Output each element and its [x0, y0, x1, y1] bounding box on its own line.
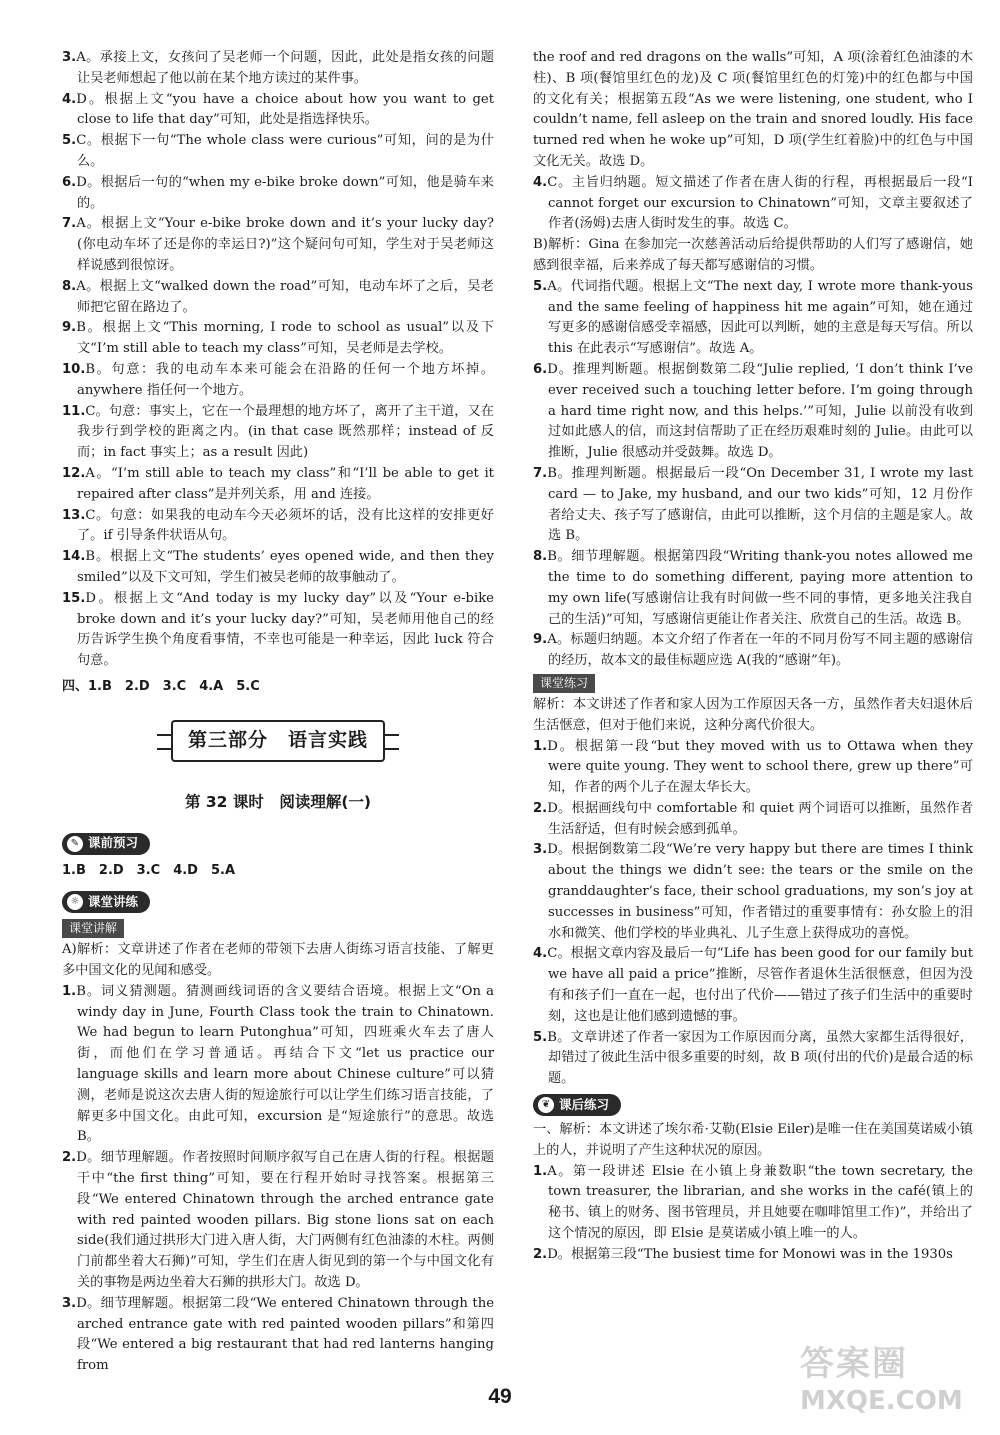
answer-item [533, 799, 973, 841]
badge-class [62, 891, 150, 913]
answer-item [62, 506, 494, 548]
item-text: D。推理判断题。根据倒数第二段“Julie replied, ‘I don’t think I’ve ever received such a touching letter before. I’m going through a hard time right now, and this helps.’”可知，Julie 以前没有收到过如此感人的信，而这封信帮助了正在经历艰难时刻的 Julie。由此可以推断，Julie 很感动并受鼓舞。故选 D。 [547, 361, 973, 461]
item-text: B。文章讲述了作者一家因为工作原因而分离，虽然大家都生活得很好，却错过了彼此生活中很多重要的时刻，故 B 项(付出的代价)是最合适的标题。 [547, 1029, 973, 1087]
item-number: 1. [62, 983, 77, 999]
page-number: 49 [488, 1385, 512, 1408]
answer-item [533, 944, 973, 1027]
answer-item [62, 1294, 494, 1377]
answer-item [533, 737, 973, 799]
item-number: 4. [62, 91, 77, 107]
answer-item [62, 464, 494, 506]
answer-item [62, 318, 494, 360]
item-text: A。根据上文“walked down the road”可知，电动车坏了之后，吴老师把它留在路边了。 [76, 278, 494, 315]
item-text: B。根据上文“The students’ eyes opened wide, and then they smiled”以及下文可知，学生们被吴老师的故事触动了。 [77, 549, 494, 585]
right-items-after [533, 1162, 973, 1266]
answer-item [533, 1245, 973, 1266]
item-text: D。根据上文“you have a choice about how you want to get close to life that day”可知，此处是指选择快乐。 [76, 91, 494, 128]
item-number: 6. [62, 174, 77, 190]
item-number: 3. [533, 842, 548, 858]
item-number: 1. [533, 1163, 548, 1179]
item-text: the roof and red dragons on the walls”可知，A 项(涂着红色油漆的木柱)、B 项(餐馆里红色的龙)及 C 项(餐馆里红色的灯笼)中的红色都与中国的文化有关；根据第五段“As we were listening, one student, who I couldn’t name, fell asleep on the train and snored loudly. His face turned red when he woke up”可知，D 项(学生红着脸)中的红色与中国文化无关。故选 D。 [533, 50, 973, 169]
badge-preview-label: 课前预习 [88, 835, 139, 851]
answer-item [62, 402, 494, 464]
intro-a: A)解析：文章讲述了作者在老师的带领下去唐人街练习语言技能、了解更多中国文化的见闻和感受。 [62, 942, 494, 979]
answer-item [533, 547, 973, 630]
lesson-title: 第 32 课时 阅读理解(一) [184, 792, 372, 811]
item-number: 8. [533, 549, 548, 565]
item-text: A。代词指代题。根据上文“The next day, I wrote more thank-yous and the same feeling of happiness hit me again”可知，她在通过写更多的感谢信感受幸福感，因此可以判断，她的主意是每天写信。所以 this 在此表示“写感谢信”。故选 A。 [547, 278, 973, 357]
right-items-practice [533, 737, 973, 1091]
item-text: D。根据画线句中 comfortable 和 quiet 两个词语可以推断，虽然作者生活舒适，但有时候会感到孤单。 [547, 800, 973, 837]
item-number: 3. [62, 1295, 77, 1311]
item-text: D。细节理解题。作者按照时间顺序叙写自己在唐人街的行程。根据题干中“the first thing”可知，要在行程开始时寻找答案。根据第三段“We entered Chinatown through the arched entrance gate with red painted wooden pillars. Big stone lions sat on each side(我们通过拱形大门进入唐人街，大门两侧有红色油漆的木柱。两侧门前都坐着大石狮)”可知，学生们在唐人街见到的第一个与中国文化有关的事物是两边坐着大石狮的拱形大门。故选 D。 [76, 1150, 494, 1291]
item-number: 3. [62, 50, 77, 65]
item-text: B。根据上文“This morning, I rode to school as usual”以及下文“I’m still able to teach my class”可知，吴老师是去学校。 [76, 320, 494, 357]
item-number: 14. [62, 549, 86, 565]
answer-item [533, 1162, 973, 1245]
item-number: 2. [533, 1246, 548, 1262]
answer-item [62, 982, 494, 1148]
item-number: 4. [533, 946, 548, 962]
item-text: D。细节理解题。根据第二段“We entered Chinatown through the arched entrance gate with red painted wooden pillars”和第四段“We entered a big restaurant that had red lanterns hanging from [76, 1295, 494, 1374]
intro-d: 一、解析：本文讲述了埃尔希·艾勒(Elsie Eiler)是唯一住在美国莫诺威小镇上的人，并说明了产生这种状况的原因。 [533, 1122, 973, 1158]
answer-item [533, 630, 973, 672]
left-items-top [62, 48, 494, 672]
answer-item [62, 589, 494, 672]
answer-item [62, 131, 494, 173]
answer-item [62, 214, 494, 276]
answer-item [62, 360, 494, 402]
item-text: A。“I’m still able to teach my class”和“I’ll be able to get it repaired after class”是并列关系，用 and 连接。 [77, 465, 494, 502]
item-text: D。根据上文“And today is my lucky day”以及“Your e-bike broke down and it’s your lucky day?”可知，吴老师用他自己的经历告诉学生换个角度看事情，不幸也可能是一种幸运，因此 luck 符合句意。 [77, 590, 494, 669]
watermark-logo [800, 1343, 980, 1429]
item-number: 2. [533, 800, 548, 816]
watermark-top: 答案圈 [800, 1344, 908, 1384]
item-text: D。根据后一句的“when my e-bike broke down”可知，他是骑车来的。 [76, 174, 494, 211]
item-text: D。根据倒数第二段“We’re very happy but there are times I think about the things we didn’t see: the tears or the smile on the granddaughter’s face, their school graduations, my son’s joy at successes in business”可知，作者错过的重要事情有：孙女脸上的泪水和微笑、他们学校的毕业典礼、儿子生意上获得成功的喜悦。 [547, 842, 973, 941]
item-text: A。承接上文，女孩问了吴老师一个问题，因此，此处是指女孩的问题让吴老师想起了他以前在某个地方读过的某件事。 [76, 50, 494, 86]
item-number: 13. [62, 507, 86, 523]
item-number: 5. [62, 133, 77, 149]
item-text: A。根据上文“Your e-bike broke down and it’s your lucky day?(你电动车坏了还是你的幸运日?)”这个疑问句可知，学生对于吴老师这样说感到很惊讶。 [76, 216, 494, 273]
badge-after-label: 课后练习 [559, 1096, 610, 1112]
answer-item [533, 277, 973, 360]
item-number: 1. [533, 738, 548, 754]
answer-item [62, 48, 494, 90]
item-number: 6. [533, 361, 548, 377]
answer-item [533, 464, 973, 547]
item-text: A。第一段讲述 Elsie 在小镇上身兼数职“the town secretary, the town treasurer, the librarian, and she works in the café(镇上的秘书、镇上的财务、图书管理员，并且她要在咖啡馆里工作)”，并给出了这个情况的原因，即 Elsie 是莫诺威小镇上唯一的人。 [547, 1163, 973, 1242]
badge-preview [62, 833, 150, 855]
item-text: B。细节理解题。根据第四段“Writing thank-you notes allowed me the time to do something different, paying more attention to my own life(写感谢信让我有时间做一些不同的事情，更多地关注我自己的生活)”可知，写感谢信更能让作者关注、欣赏自己的生活。故选 B。 [547, 549, 973, 627]
answer-item [62, 277, 494, 319]
item-number: 5. [533, 1029, 548, 1045]
right-items-top [533, 48, 973, 235]
sub-badge-explain: 课堂讲解 [62, 919, 124, 938]
item-text: D。根据第三段“The busiest time for Monowi was in the 1930s [547, 1246, 953, 1262]
item-text: C。根据文章内容及最后一句“Life has been good for our family but we have all paid a price”推断，尽管作者退休生活很惬意，但因为没有和孩子们一直在一起，也付出了代价——错过了孩子们生活中的重要时刻，这也是让他们感到遗憾的事。 [547, 946, 973, 1024]
right-items-mid [533, 277, 973, 672]
sub-badge-practice: 课堂练习 [533, 674, 595, 693]
item-text: B。句意：我的电动车本来可能会在沿路的任何一个地方坏掉。anywhere 指任何一个地方。 [77, 361, 494, 398]
intro-b: B)解析：Gina 在参加完一次慈善活动后给提供帮助的人们写了感谢信，她感到很幸福，后来养成了每天都写感谢信的习惯。 [533, 237, 973, 273]
item-text: B。推理判断题。根据最后一段“On December 31, I wrote my last card — to Jake, my husband, and our two kids”可知，12 月份作者给丈夫、孩子写了感谢信，由此可以推断，这个月信的主题是家人。故选 B。 [547, 465, 973, 544]
item-number: 15. [62, 590, 86, 606]
item-text: B。词义猜测题。猜测画线词语的含义要结合语境。根据上文“On a windy day in June, Fourth Class took the train to Chinatown. We had begun to learn Putonghua”可知，四班乘火车去了唐人街，而他们在学习普通话。再结合下文“let us practice our language skills and learn more about Chinese culture”可以猜测，老师是说这次去唐人街的短途旅行可以让学生们练习语言技能，了解更多中国文化。由此可知，excursion 是“短途旅行”的意思。故选 B。 [76, 983, 494, 1145]
badge-after [533, 1094, 621, 1116]
item-number: 7. [533, 465, 548, 481]
item-number: 12. [62, 465, 86, 481]
answer-item [533, 48, 973, 173]
watermark-bottom: MXQE.COM [800, 1386, 963, 1416]
answer-item [62, 547, 494, 589]
answer-item [533, 173, 973, 235]
item-text: A。标题归纳题。本文介绍了作者在一年的不同月份写不同主题的感谢信的经历，故本文的最佳标题应选 A(我的“感谢”年)。 [547, 632, 973, 669]
item-number: 11. [62, 403, 86, 419]
item-number: 5. [533, 278, 548, 294]
answer-item [62, 90, 494, 132]
left-items-bottom [62, 982, 494, 1377]
item-number: 9. [62, 320, 77, 336]
item-number: 10. [62, 361, 86, 377]
item-text: C。主旨归纳题。短文描述了作者在唐人街的行程，再根据最后一段“I cannot forget our excursion to Chinatown”可知，文章主要叙述了作者(汤姆)去唐人街时发生的事。故选 C。 [547, 174, 973, 232]
item-text: D。根据第一段“but they moved with us to Ottawa when they were quite young. They went to school there, grew up there”可知，作者的两个儿子在渥太华长大。 [547, 738, 973, 796]
lamp-icon: ☼ [67, 894, 83, 910]
right-column [533, 48, 973, 1266]
item-number: 7. [62, 216, 77, 232]
answer-item [62, 1148, 494, 1294]
preview-answers: 1.B 2.D 3.C 4.D 5.A [62, 862, 236, 878]
pencil-icon: ✎ [67, 836, 83, 852]
item-number: 9. [533, 632, 548, 648]
part4-answers: 四、1.B 2.D 3.C 4.A 5.C [62, 678, 260, 694]
answer-item [533, 840, 973, 944]
book-icon: ❦ [538, 1097, 554, 1113]
answer-item [533, 1028, 973, 1090]
intro-c: 解析：本文讲述了作者和家人因为工作原因天各一方，虽然作者夫妇退休后生活惬意，但对于他们来说，这种分离代价很大。 [533, 696, 973, 733]
left-column [62, 48, 494, 1377]
item-number: 4. [533, 174, 548, 190]
item-number: 8. [62, 278, 77, 294]
item-number: 2. [62, 1150, 77, 1166]
badge-class-label: 课堂讲练 [88, 893, 139, 909]
item-text: C。句意：如果我的电动车今天必须坏的话，没有比这样的安排更好了。if 引导条件状语从句。 [77, 507, 494, 544]
part-banner: 第三部分 语言实践 [171, 720, 385, 762]
item-text: C。根据下一句“The whole class were curious”可知，问的是为什么。 [76, 133, 494, 169]
answer-item [62, 173, 494, 215]
answer-item [533, 360, 973, 464]
item-text: C。句意：事实上，它在一个最理想的地方坏了，离开了主干道，又在我步行到学校的距离之内。(in that case 既然那样；instead of 反而；in fact 事实上；as a result 因此) [77, 403, 494, 461]
